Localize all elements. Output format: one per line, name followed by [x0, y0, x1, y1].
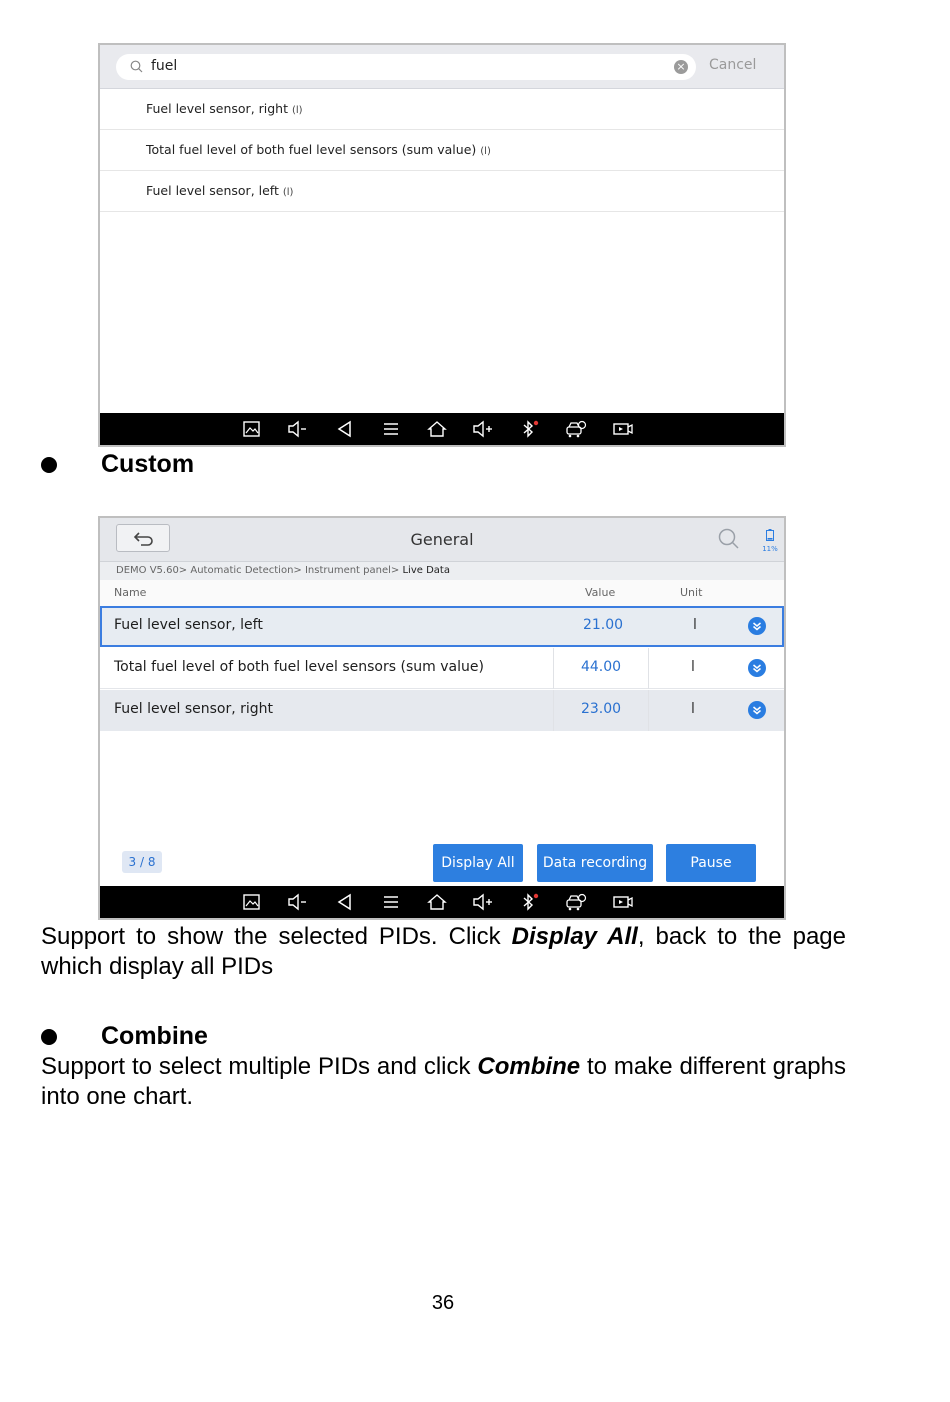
home-icon[interactable] [426, 892, 448, 912]
volume-down-icon[interactable] [287, 892, 309, 912]
page-number: 36 [431, 1292, 455, 1314]
search-results [100, 89, 784, 212]
data-recording-button[interactable]: Data recording [537, 844, 653, 882]
custom-description: Support to show the selected PIDs. Click Display All, back to the page which display all PIDs [41, 923, 847, 980]
section-heading-combine: Combine [101, 1022, 208, 1050]
live-data-header [100, 518, 784, 562]
pid-unit: l [691, 659, 695, 675]
column-header-value: Value [585, 586, 616, 599]
menu-icon[interactable] [380, 419, 402, 439]
pid-unit: l [693, 617, 697, 633]
screenshot-icon[interactable] [241, 892, 263, 912]
screen-record-icon[interactable] [612, 892, 634, 912]
bluetooth-icon[interactable] [518, 419, 540, 439]
android-navbar [100, 413, 784, 445]
back-icon[interactable] [334, 419, 356, 439]
volume-up-icon[interactable] [472, 892, 494, 912]
android-navbar [100, 886, 784, 918]
page-title: General [410, 530, 474, 549]
combine-description: Support to select multiple PIDs and click Combine to make different graphs into one chart. [41, 1053, 847, 1110]
pid-value: 21.00 [582, 617, 624, 633]
table-row[interactable] [100, 606, 784, 647]
search-header [100, 45, 784, 89]
vci-car-icon[interactable] [565, 419, 587, 439]
search-screenshot [98, 43, 786, 447]
search-result-item[interactable]: Fuel level sensor, left (l) [100, 171, 784, 212]
table-row[interactable] [100, 690, 784, 731]
search-result-item[interactable]: Fuel level sensor, right (l) [100, 89, 784, 130]
search-icon [130, 60, 143, 73]
page-indicator: 3 / 8 [122, 851, 162, 873]
menu-icon[interactable] [380, 892, 402, 912]
section-heading-custom: Custom [101, 450, 195, 478]
bullet-icon [41, 457, 57, 473]
volume-down-icon[interactable] [287, 419, 309, 439]
column-header-name: Name [114, 586, 147, 599]
search-query: fuel [151, 58, 178, 74]
bluetooth-icon[interactable] [518, 892, 540, 912]
search-input[interactable] [116, 54, 696, 80]
home-icon[interactable] [426, 419, 448, 439]
volume-up-icon[interactable] [472, 419, 494, 439]
clear-icon[interactable]: × [674, 60, 688, 74]
table-header [100, 580, 784, 606]
chevron-down-icon[interactable] [748, 617, 766, 635]
battery-indicator [760, 526, 780, 553]
pid-name: Fuel level sensor, right [114, 701, 274, 717]
pid-name: Total fuel level of both fuel level sensors (sum value) [114, 659, 484, 675]
battery-percent: 11% [762, 545, 778, 553]
pid-value: 23.00 [580, 701, 622, 717]
pid-unit: l [691, 701, 695, 717]
pid-value: 44.00 [580, 659, 622, 675]
search-result-item[interactable]: Total fuel level of both fuel level sensors (sum value) (l) [100, 130, 784, 171]
chevron-down-icon[interactable] [748, 659, 766, 677]
breadcrumb: DEMO V5.60> Automatic Detection> Instrument panel> Live Data [100, 562, 784, 580]
back-icon[interactable] [334, 892, 356, 912]
chevron-down-icon[interactable] [748, 701, 766, 719]
pause-button[interactable]: Pause [666, 844, 756, 882]
vci-car-icon[interactable] [565, 892, 587, 912]
display-all-button[interactable]: Display All [433, 844, 523, 882]
battery-icon [766, 529, 774, 541]
screen-record-icon[interactable] [612, 419, 634, 439]
live-data-screenshot [98, 516, 786, 920]
search-icon[interactable] [718, 528, 740, 550]
table-row[interactable] [100, 648, 784, 689]
screenshot-icon[interactable] [241, 419, 263, 439]
pid-name: Fuel level sensor, left [114, 617, 263, 633]
cancel-button[interactable]: Cancel [709, 57, 757, 73]
column-header-unit: Unit [680, 586, 703, 599]
bullet-icon [41, 1029, 57, 1045]
